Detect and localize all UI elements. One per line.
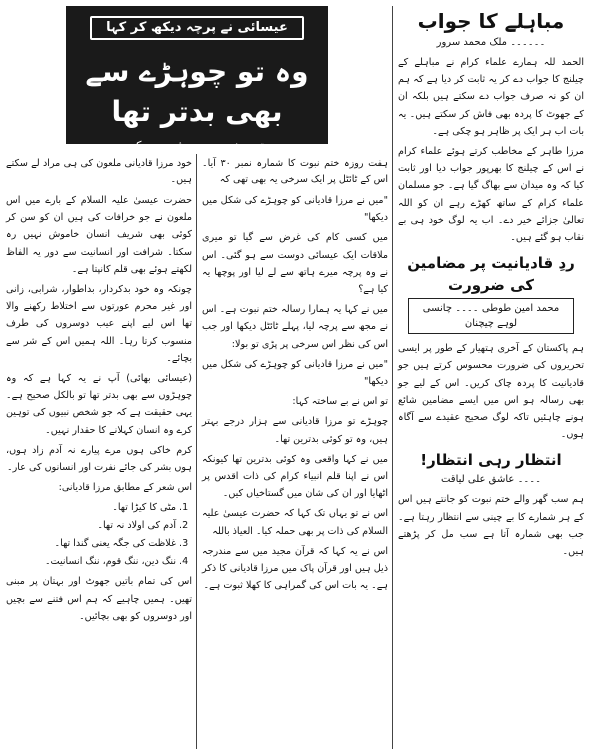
section-byline-box: محمد امین طوطی ۔۔۔۔ چانسی لوہے چیچنان <box>408 298 574 334</box>
article-paragraph: میں نے کہا یہ ہمارا رسالہ ختم نبوت ہے۔ اس نے مجھ سے پرچہ لیا، پہلے ٹائٹل دیکھا اور جب اس کی نظر اس سرخی پر پڑی تو بولا: <box>202 304 388 350</box>
article-paragraph: اس کی تمام باتیں جھوٹ اور بہتان پر مبنی تھیں۔ ہمیں چاہیے کہ ہم اس فتنے سے بچیں اور دوسروں کو بھی بچائیں۔ <box>6 576 192 622</box>
left-column <box>6 154 192 749</box>
poem-couplet: کرم خاکی ہوں مرے پیارے نہ آدم زاد ہوں، ہوں بشر کی جائے نفرت اور انسانوں کی عار۔ <box>6 444 192 474</box>
article-paragraph: اس نے یہ کہا کہ قرآن مجید میں سے مندرجہ ذیل ہیں اور قرآن پاک میں مرزا قادیانی کا ذکر ہے۔ یہ بات اس کی گمراہی کا کھلا ثبوت ہے۔ <box>202 545 388 592</box>
headline-banner <box>66 6 328 152</box>
intro-meta: خود مرزا قادیانی ملعون کی ہی مراد لے سکتے ہیں۔ <box>6 158 192 185</box>
right-column <box>398 6 584 749</box>
article-paragraph: چونکہ وہ خود بدکردار، بداطوار، شرابی، زانی اور غیر محرم عورتوں سے اختلاط رکھنے والا تھا اس لیے اپنے عیب دوسروں کی طرف منسوب کرتا رہا۔ اللہ ہمیں اس کے شر سے بچائے۔ <box>6 284 192 364</box>
section-title-need-articles: ردِ قادیانیت پر مضامین کی ضرورت <box>407 254 575 295</box>
intro-meta: ہفت روزہ ختم نبوت کا شمارہ نمبر ۳۰ آیا۔ اس کے ٹائٹل پر ایک سرخی یہ بھی تھی کہ <box>202 158 388 185</box>
article-paragraph: اس نے تو یہاں تک کہا کہ حضرت عیسیٰ علیہ السلام کی ذات پر بھی حملہ کیا۔ العیاذ باللہ <box>202 508 388 537</box>
article-paragraph: الحمد للہ ہمارے علماء کرام نے مباہلے کے چیلنج کا جواب دے کر یہ ثابت کر دیا ہے کہ ہم ان کو نہ صرف جواب دے سکتے ہیں بلکہ ان کے جھوٹ کا پردہ بھی فاش کر سکتے ہیں۔ یہ بات اب ہر ایک پر ظاہر ہو چکی ہے۔ <box>398 57 584 137</box>
article-paragraph: (عیسائی بھائی) آپ نے یہ کہا ہے کہ وہ چوہڑوں سے بھی بدتر تھا تو بالکل صحیح ہے۔ یہی حقیقت ہے کہ جو شخص نبیوں کی توہین کرے وہ انسان کہلانے کا حقدار نہیں۔ <box>6 373 192 436</box>
list-item: 4. ننگ دین، ننگ قوم، ننگ انسانیت۔ <box>6 553 176 571</box>
column-divider <box>196 154 197 749</box>
article-paragraph: "میں نے مرزا قادیانی کو چوہڑے کی شکل میں دیکھا" <box>202 358 388 388</box>
newspaper-page <box>6 6 584 749</box>
article-paragraph: حضرت عیسیٰ علیہ السلام کے بارے میں اس ملعون نے جو خرافات کی ہیں ان کو سن کر کوئی بھی شریف انسان خاموش نہیں رہ سکتا۔ شرافت اور انسانیت سے دور یہ الفاظ لکھتے ہوئے بھی قلم کانپتا ہے۔ <box>6 195 192 275</box>
article-paragraph: ہم سب گھر والے ختم نبوت کو جانتے ہیں اس کے ہر شمارے کا بے چینی سے انتظار رہتا ہے۔ جب بھی شمارہ آتا ہے سب مل کر پڑھتے ہیں۔ <box>398 494 584 558</box>
article-paragraph: میں کسی کام کی غرض سے گیا تو میری ملاقات ایک عیسائی دوست سے ہو گئی۔ اس نے وہ پرچہ میرے ہاتھ سے لے لیا اور پوچھا یہ کیا ہے؟ <box>202 232 388 296</box>
middle-column <box>202 154 388 749</box>
article-byline: ۔۔۔۔۔۔ ملک محمد سرور <box>436 37 546 48</box>
section-byline: ۔۔۔۔ عاشق علی لیاقت <box>440 474 542 486</box>
banner-kicker: عیسائی نے پرچہ دیکھ کر کہا <box>90 16 304 40</box>
list-item: 3. غلاظت کی جگہ یعنی گندا تھا۔ <box>6 535 176 553</box>
article-paragraph: تو اس نے بے ساختہ کہا: <box>292 396 388 408</box>
article-paragraph: مرزا طاہر کے مخاطب کرتے ہوئے علماء کرام نے اس کے چیلنج کا بھرپور جواب دیا اور ثابت کیا کہ وہ میدان سے بھاگ گیا ہے۔ جو مسلمان علماء کرام کے ساتھ کھڑے رہے ان کو اللہ تعالیٰ جزائے خیر دے۔ اب یہ لوگ خود ہی بے نقاب ہو گئے ہیں۔ <box>398 146 584 244</box>
numbered-list <box>6 499 192 571</box>
column-divider <box>392 6 393 749</box>
article-title-mubahila: مباہلے کا جواب <box>417 9 565 33</box>
article-paragraph: چوہڑے تو مرزا قادیانی سے ہزار درجے بہتر ہیں، وہ تو کوئی بدترین تھا۔ <box>202 416 388 445</box>
list-item: 2. آدم کی اولاد نہ تھا۔ <box>6 517 176 535</box>
section-title-waiting: انتظار رہی انتظار! <box>420 451 562 470</box>
article-paragraph: اس شعر کے مطابق مرزا قادیانی: <box>58 482 192 494</box>
article-paragraph: "میں نے مرزا قادیانی کو چوہڑے کی شکل میں دیکھا" <box>202 195 388 224</box>
banner-headline: وہ تو چوہڑے سے بھی بدتر تھا <box>85 55 309 128</box>
article-paragraph: ہم پاکستان کے آخری ہتھیار کے طور پر ایسی تحریروں کی ضرورت محسوس کرتے ہیں جو قادیانیت کا پردہ چاک کریں۔ اس کے لیے جو بھی رسالہ ہو اس میں ایسے مضامین شائع ہونے چاہئیں تاکہ لوگ صحیح عقیدے سے آگاہ ہوں۔ <box>398 343 584 441</box>
article-paragraph: میں نے کہا واقعی وہ کوئی بدترین تھا کیونکہ اس نے اپنا قلم انبیاء کرام کی ذات اقدس پر اٹھایا اور ان کی شان میں گستاخیاں کیں۔ <box>202 453 388 500</box>
banner-byline: تحریر: دین محمد فریدی بھکر <box>130 139 264 152</box>
list-item: 1. مٹی کا کیڑا تھا۔ <box>6 499 176 517</box>
